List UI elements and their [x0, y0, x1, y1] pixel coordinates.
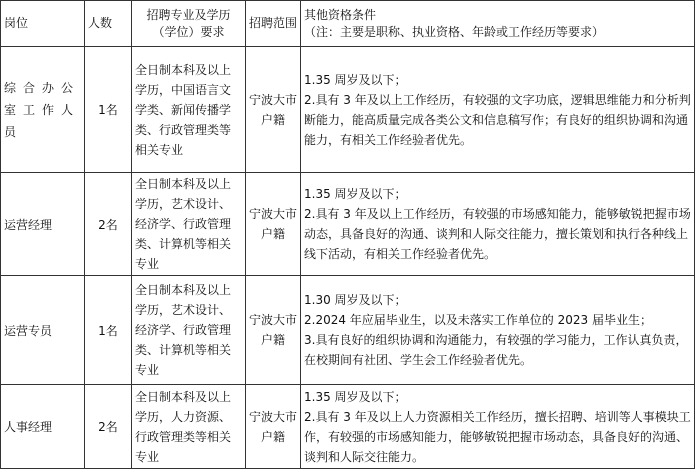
cell-post: 运营经理 [1, 173, 85, 276]
cell-major: 全日制本科及以上学历，艺术设计、经济学、行政管理类、计算机等相关专业 [132, 276, 246, 385]
cell-count: 2名 [85, 385, 132, 469]
condition-line: 1.35 周岁及以下； [304, 187, 407, 201]
cell-post: 综合办公室工作人员 [1, 47, 85, 173]
cell-conditions [301, 173, 695, 276]
header-post: 岗位 [1, 1, 85, 47]
cell-count: 1名 [85, 47, 132, 173]
condition-line: 2.2024 年应届毕业生，以及未落实工作单位的 2023 届毕业生； [304, 313, 652, 327]
cell-conditions [301, 47, 695, 173]
header-conditions-title: 其他资格条件 [304, 7, 377, 22]
table-row [1, 385, 695, 469]
cell-major: 全日制本科及以上学历，中国语言文学类、新闻传播学类、行政管理类等相关专业 [132, 47, 246, 173]
cell-post: 人事经理 [1, 385, 85, 469]
header-count: 人数 [85, 1, 132, 47]
condition-line: 1.35 周岁及以下； [304, 389, 407, 404]
condition-line: 2.具有 3 年及以上人力资源相关工作经历，擅长招聘、培训等人事模块工作，有较强的市场感知能力，能够敏锐把握市场动态，具备良好的沟通、谈判和人际交往能力。 [304, 409, 691, 464]
header-scope: 招聘范围 [246, 1, 301, 47]
cell-scope: 宁波大市户籍 [246, 47, 301, 173]
cell-scope: 宁波大市户籍 [246, 173, 301, 276]
cell-scope: 宁波大市户籍 [246, 385, 301, 469]
cell-post: 运营专员 [1, 276, 85, 385]
table-row [1, 47, 695, 173]
condition-line: 1.30 周岁及以下； [304, 293, 407, 307]
condition-line: 2.具有 3 年及以上工作经历，有较强的市场感知能力，能够敏锐把握市场动态，具备良好的沟通、谈判和人际交往能力，擅长策划和执行各种线上线下活动，有相关工作经验者优先。 [304, 207, 691, 261]
cell-count: 1名 [85, 276, 132, 385]
table-header-row [1, 1, 695, 47]
cell-conditions [301, 385, 695, 469]
cell-major: 全日制本科及以上学历，艺术设计、经济学、行政管理类、计算机等相关专业 [132, 173, 246, 276]
table-row [1, 276, 695, 385]
condition-line: 2.具有 3 年及以上工作经历，有较强的文字功底，逻辑思维能力和分析判断能力，能高质量完成各类公文和信息稿写作；有良好的组织协调和沟通能力，有相关工作经验者优先。 [304, 92, 691, 147]
table-row [1, 173, 695, 276]
cell-major: 全日制本科及以上学历，人力资源、行政管理类等相关专业 [132, 385, 246, 469]
condition-line: 3.具有良好的组织协调和沟通能力，有较强的学习能力，工作认真负责，在校期间有社团、学生会工作经验者优先。 [304, 333, 688, 367]
header-major: 招聘专业及学历（学位）要求 [132, 1, 246, 47]
header-conditions [301, 1, 695, 47]
condition-line: 1.35 周岁及以下； [304, 72, 407, 87]
cell-scope: 宁波大市户籍 [246, 276, 301, 385]
header-conditions-note: （注：主要是职称、执业资格、年龄或工作经历等要求） [304, 24, 605, 39]
cell-count: 2名 [85, 173, 132, 276]
cell-conditions [301, 276, 695, 385]
